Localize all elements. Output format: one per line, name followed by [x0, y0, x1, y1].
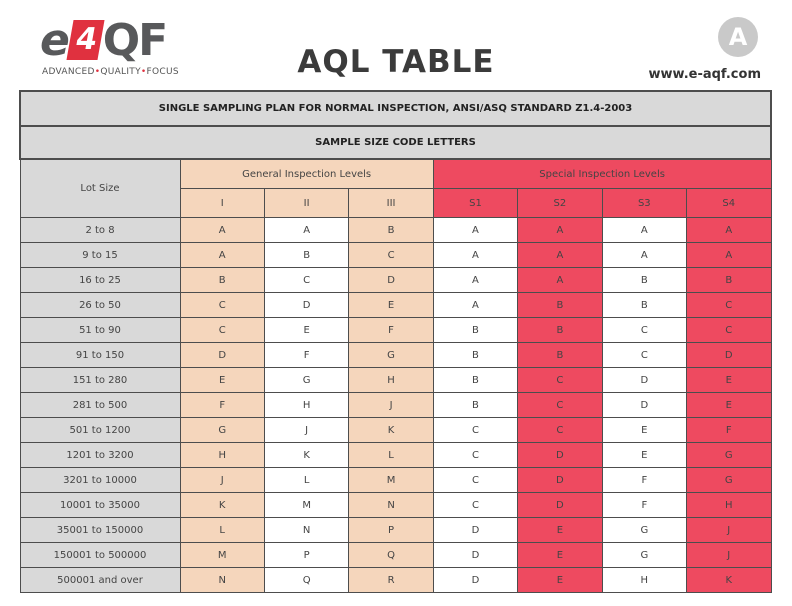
tagline-separator: • — [94, 67, 101, 77]
code-letter-cell: D — [518, 468, 602, 493]
logo-four: 4 — [66, 20, 104, 60]
aql-table — [19, 90, 772, 593]
code-letter-cell: D — [264, 293, 348, 318]
code-letter-cell: E — [687, 393, 771, 418]
code-letter-cell: B — [180, 268, 264, 293]
lot-size-header: Lot Size — [20, 159, 180, 218]
code-letter-cell: G — [180, 418, 264, 443]
table-row — [20, 343, 771, 368]
code-letter-cell: J — [687, 543, 771, 568]
table-banner: SINGLE SAMPLING PLAN FOR NORMAL INSPECTION, ANSI/ASQ STANDARD Z1.4-2003 — [20, 91, 771, 126]
special-levels-header: Special Inspection Levels — [433, 159, 771, 189]
code-letter-cell: D — [180, 343, 264, 368]
table-row — [20, 268, 771, 293]
code-letter-cell: B — [687, 268, 771, 293]
table-row — [20, 368, 771, 393]
code-letter-cell: G — [349, 343, 433, 368]
code-letter-cell: A — [264, 218, 348, 243]
code-letter-cell: E — [349, 293, 433, 318]
code-letter-cell: B — [433, 343, 517, 368]
table-row — [20, 293, 771, 318]
code-letter-cell: P — [264, 543, 348, 568]
code-letter-cell: A — [433, 218, 517, 243]
code-letter-cell: G — [264, 368, 348, 393]
code-letter-cell: G — [602, 543, 686, 568]
code-letter-cell: C — [433, 418, 517, 443]
table-row — [20, 318, 771, 343]
code-letter-cell: F — [349, 318, 433, 343]
code-letter-cell: E — [518, 518, 602, 543]
code-letter-cell: C — [687, 318, 771, 343]
code-letter-cell: M — [349, 468, 433, 493]
table-row — [20, 243, 771, 268]
code-letter-cell: B — [433, 318, 517, 343]
lot-size-cell: 26 to 50 — [20, 293, 180, 318]
code-letter-cell: D — [687, 343, 771, 368]
code-letter-cell: D — [433, 568, 517, 593]
lot-size-cell: 10001 to 35000 — [20, 493, 180, 518]
code-letter-cell: G — [687, 468, 771, 493]
level-header-s1: S1 — [433, 189, 517, 218]
code-letter-cell: A — [433, 293, 517, 318]
code-letter-cell: D — [433, 518, 517, 543]
code-letter-cell: E — [602, 418, 686, 443]
code-letter-cell: A — [180, 218, 264, 243]
table-row — [20, 443, 771, 468]
general-levels-header: General Inspection Levels — [180, 159, 433, 189]
code-letter-cell: D — [433, 543, 517, 568]
code-letter-cell: E — [264, 318, 348, 343]
code-letter-cell: D — [602, 393, 686, 418]
level-header-i: I — [180, 189, 264, 218]
code-letter-cell: A — [518, 268, 602, 293]
code-letter-cell: N — [349, 493, 433, 518]
code-letter-cell: F — [602, 468, 686, 493]
table-row — [20, 418, 771, 443]
code-letter-cell: A — [433, 243, 517, 268]
code-letter-cell: L — [349, 443, 433, 468]
level-header-s2: S2 — [518, 189, 602, 218]
page-title: AQL TABLE — [297, 44, 495, 80]
code-letter-cell: A — [602, 218, 686, 243]
code-letter-cell: C — [602, 318, 686, 343]
tagline-focus: FOCUS — [146, 67, 179, 77]
code-letter-cell: H — [349, 368, 433, 393]
code-letter-cell: H — [602, 568, 686, 593]
code-letter-cell: B — [433, 368, 517, 393]
code-letter-cell: C — [433, 468, 517, 493]
lot-size-cell: 16 to 25 — [20, 268, 180, 293]
code-letter-cell: B — [518, 318, 602, 343]
letter-badge: A — [718, 17, 758, 57]
code-letter-cell: C — [518, 393, 602, 418]
aql-table-body — [20, 218, 771, 593]
lot-size-cell: 2 to 8 — [20, 218, 180, 243]
code-letter-cell: R — [349, 568, 433, 593]
table-row — [20, 393, 771, 418]
lot-size-cell: 281 to 500 — [20, 393, 180, 418]
lot-size-cell: 51 to 90 — [20, 318, 180, 343]
tagline-quality: QUALITY — [100, 67, 141, 77]
code-letter-cell: H — [180, 443, 264, 468]
level-header-s3: S3 — [602, 189, 686, 218]
code-letter-cell: E — [518, 543, 602, 568]
code-letter-cell: B — [518, 343, 602, 368]
code-letter-cell: A — [180, 243, 264, 268]
table-row — [20, 493, 771, 518]
code-letter-cell: A — [518, 218, 602, 243]
table-row — [20, 568, 771, 593]
lot-size-cell: 91 to 150 — [20, 343, 180, 368]
code-letter-cell: G — [687, 443, 771, 468]
code-letter-cell: A — [518, 243, 602, 268]
code-letter-cell: E — [180, 368, 264, 393]
code-letter-cell: J — [180, 468, 264, 493]
code-letter-cell: J — [349, 393, 433, 418]
code-letter-cell: L — [180, 518, 264, 543]
table-row — [20, 468, 771, 493]
table-row — [20, 218, 771, 243]
code-letter-cell: F — [687, 418, 771, 443]
code-letter-cell: M — [180, 543, 264, 568]
code-letter-cell: B — [602, 268, 686, 293]
code-letter-cell: F — [180, 393, 264, 418]
code-letter-cell: K — [687, 568, 771, 593]
code-letter-cell: C — [349, 243, 433, 268]
code-letter-cell: D — [518, 493, 602, 518]
lot-size-cell: 1201 to 3200 — [20, 443, 180, 468]
lot-size-cell: 35001 to 150000 — [20, 518, 180, 543]
code-letter-cell: G — [602, 518, 686, 543]
code-letter-cell: J — [687, 518, 771, 543]
table-row — [20, 543, 771, 568]
logo-e: e — [40, 15, 68, 66]
code-letter-cell: D — [518, 443, 602, 468]
code-letter-cell: D — [349, 268, 433, 293]
code-letter-cell: H — [687, 493, 771, 518]
code-letter-cell: P — [349, 518, 433, 543]
code-letter-cell: F — [602, 493, 686, 518]
code-letter-cell: C — [264, 268, 348, 293]
code-letter-cell: N — [264, 518, 348, 543]
tagline-separator: • — [140, 67, 147, 77]
code-letter-cell: B — [433, 393, 517, 418]
code-letter-cell: N — [180, 568, 264, 593]
lot-size-cell: 3201 to 10000 — [20, 468, 180, 493]
code-letter-cell: C — [433, 493, 517, 518]
code-letter-cell: F — [264, 343, 348, 368]
code-letter-cell: K — [349, 418, 433, 443]
code-letter-cell: Q — [264, 568, 348, 593]
lot-size-cell: 150001 to 500000 — [20, 543, 180, 568]
level-header-s4: S4 — [687, 189, 771, 218]
code-letter-cell: K — [264, 443, 348, 468]
level-header-iii: III — [349, 189, 433, 218]
code-letter-cell: E — [518, 568, 602, 593]
code-letter-cell: B — [518, 293, 602, 318]
code-letter-cell: C — [433, 443, 517, 468]
code-letter-cell: C — [518, 418, 602, 443]
code-letter-cell: C — [180, 318, 264, 343]
tagline-advanced: ADVANCED — [42, 67, 95, 77]
code-letter-cell: M — [264, 493, 348, 518]
lot-size-cell: 9 to 15 — [20, 243, 180, 268]
code-letter-cell: L — [264, 468, 348, 493]
lot-size-cell: 501 to 1200 — [20, 418, 180, 443]
code-letter-cell: J — [264, 418, 348, 443]
code-letter-cell: B — [264, 243, 348, 268]
lot-size-cell: 151 to 280 — [20, 368, 180, 393]
lot-size-cell: 500001 and over — [20, 568, 180, 593]
code-letter-cell: C — [180, 293, 264, 318]
code-letter-cell: C — [687, 293, 771, 318]
code-letter-cell: K — [180, 493, 264, 518]
website-url: www.e-aqf.com — [648, 67, 761, 82]
logo-qf: QF — [102, 15, 167, 66]
code-letter-cell: B — [349, 218, 433, 243]
table-subbanner: SAMPLE SIZE CODE LETTERS — [20, 126, 771, 159]
table-row — [20, 518, 771, 543]
code-letter-cell: A — [602, 243, 686, 268]
code-letter-cell: Q — [349, 543, 433, 568]
code-letter-cell: H — [264, 393, 348, 418]
code-letter-cell: A — [433, 268, 517, 293]
code-letter-cell: A — [687, 218, 771, 243]
code-letter-cell: A — [687, 243, 771, 268]
code-letter-cell: D — [602, 368, 686, 393]
code-letter-cell: B — [602, 293, 686, 318]
code-letter-cell: E — [602, 443, 686, 468]
code-letter-cell: C — [518, 368, 602, 393]
level-header-ii: II — [264, 189, 348, 218]
code-letter-cell: C — [602, 343, 686, 368]
code-letter-cell: E — [687, 368, 771, 393]
